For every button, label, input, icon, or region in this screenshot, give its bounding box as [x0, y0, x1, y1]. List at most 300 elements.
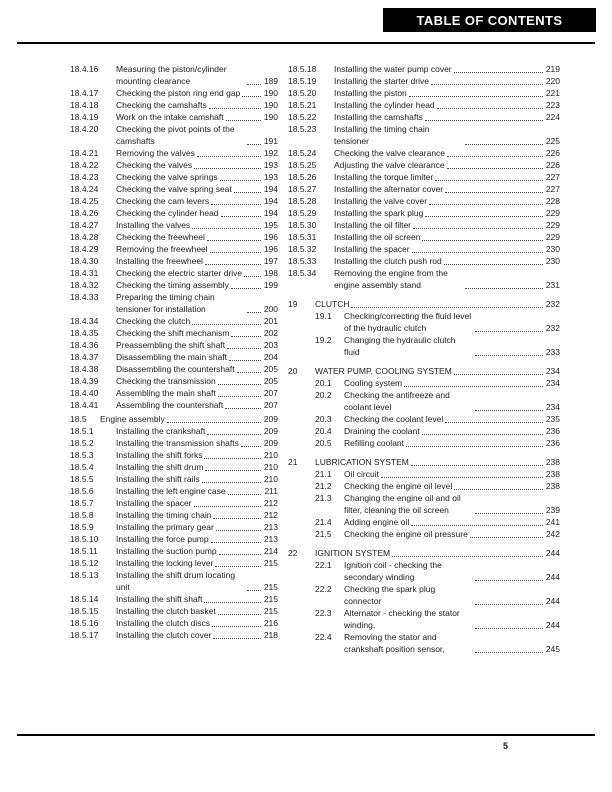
toc-leader-dots — [207, 240, 261, 241]
toc-entry-number: 20.4 — [315, 426, 332, 436]
toc-entry-body — [334, 123, 560, 147]
toc-entry-title: Installing the timing chain — [116, 510, 212, 520]
toc-entry-page: 213 — [263, 534, 278, 544]
toc-entry[interactable] — [70, 315, 278, 327]
toc-entry-number: 21.5 — [315, 529, 332, 539]
toc-entry-page: 205 — [263, 376, 278, 386]
toc-entry-page: 203 — [263, 340, 278, 350]
toc-entry-page: 233 — [545, 347, 560, 357]
toc-entry-number: 20.3 — [315, 414, 332, 424]
toc-entry[interactable] — [288, 63, 560, 75]
toc-entry-page: 200 — [263, 304, 278, 314]
toc-entry-title: Installing the timing chain tensioner — [334, 124, 430, 146]
toc-entry-title: Removing the freewheel — [116, 244, 208, 254]
toc-entry-title: IGNITION SYSTEM — [315, 548, 391, 558]
toc-entry[interactable] — [288, 243, 560, 255]
toc-entry[interactable] — [70, 545, 278, 557]
toc-entry-body — [315, 298, 560, 310]
toc-entry[interactable] — [70, 437, 278, 449]
toc-leader-dots — [411, 465, 543, 466]
toc-entry-title: Changing the hydraulic clutch fluid — [344, 335, 456, 357]
toc-entry-body — [116, 147, 278, 159]
toc-entry[interactable] — [70, 231, 278, 243]
toc-entry[interactable] — [70, 629, 278, 641]
toc-entry-number: 18.4.29 — [70, 244, 99, 254]
toc-entry-title: Adjusting the valve clearance — [334, 160, 445, 170]
toc-entry[interactable] — [70, 533, 278, 545]
toc-leader-dots — [218, 614, 261, 615]
toc-entry-number: 18.4.26 — [70, 208, 99, 218]
toc-entry[interactable] — [70, 87, 278, 99]
toc-entry-body — [334, 195, 560, 207]
toc-entry-number: 18.4.35 — [70, 328, 99, 338]
toc-entry[interactable] — [70, 521, 278, 533]
toc-entry-title: Installing the locking lever — [116, 558, 214, 568]
toc-entry[interactable] — [70, 327, 278, 339]
toc-entry-title: Installing the valve cover — [334, 196, 428, 206]
toc-entry-page: 211 — [264, 486, 278, 496]
toc-entry[interactable] — [288, 468, 560, 480]
toc-entry-number: 21.2 — [315, 481, 332, 491]
toc-leader-dots — [437, 108, 543, 109]
toc-entry-body — [116, 171, 278, 183]
toc-leader-dots — [197, 156, 261, 157]
toc-column-right — [288, 63, 560, 655]
toc-entry-title: Installing the crankshaft — [116, 426, 206, 436]
toc-entry-number: 18.4.27 — [70, 220, 99, 230]
toc-entry-body — [334, 87, 560, 99]
toc-entry-title: Installing the freewheel — [116, 256, 203, 266]
toc-entry[interactable] — [70, 159, 278, 171]
toc-entry[interactable] — [288, 559, 560, 583]
toc-entry-title: Checking the coolant level — [344, 414, 444, 424]
toc-entry-number: 18.5.9 — [70, 522, 94, 532]
toc-entry-title: Installing the spacer — [116, 498, 192, 508]
toc-entry-page: 202 — [263, 328, 278, 338]
toc-entry-body — [116, 219, 278, 231]
toc-entry-body — [116, 339, 278, 351]
toc-entry[interactable] — [288, 528, 560, 540]
toc-entry-page: 238 — [545, 469, 560, 479]
toc-entry-number: 18.4.19 — [70, 112, 99, 122]
toc-entry-title: Installing the piston — [334, 88, 407, 98]
toc-entry[interactable] — [288, 425, 560, 437]
toc-entry-number: 18.4.32 — [70, 280, 99, 290]
toc-entry[interactable] — [288, 298, 560, 310]
toc-leader-dots — [444, 264, 543, 265]
toc-entry[interactable] — [288, 456, 560, 468]
toc-leader-dots — [381, 477, 543, 478]
toc-entry-title: Installing the shift forks — [116, 450, 203, 460]
toc-entry-title: Preassembling the shift shaft — [116, 340, 226, 350]
toc-entry[interactable] — [288, 111, 560, 123]
toc-entry[interactable] — [288, 267, 560, 291]
toc-entry-body — [116, 425, 278, 437]
toc-entry-body — [116, 533, 278, 545]
toc-entry-body — [116, 207, 278, 219]
toc-entry[interactable] — [288, 171, 560, 183]
toc-leader-dots — [475, 513, 543, 514]
toc-entry-page: 244 — [545, 596, 560, 606]
toc-entry-page: 213 — [263, 522, 278, 532]
toc-entry[interactable] — [70, 449, 278, 461]
toc-entry-body — [315, 456, 560, 468]
toc-entry-body — [116, 509, 278, 521]
toc-entry-body — [334, 159, 560, 171]
toc-entry[interactable] — [70, 171, 278, 183]
toc-leader-dots — [406, 446, 543, 447]
toc-entry-page: 234 — [545, 402, 560, 412]
toc-entry-page: 219 — [545, 64, 560, 74]
toc-entry[interactable] — [70, 123, 278, 147]
toc-entry-body — [116, 243, 278, 255]
toc-entry-page: 238 — [545, 457, 560, 467]
toc-entry-page: 215 — [263, 606, 278, 616]
toc-leader-dots — [211, 542, 261, 543]
toc-entry[interactable] — [288, 207, 560, 219]
toc-entry[interactable] — [288, 492, 560, 516]
toc-entry-page: 230 — [545, 256, 560, 266]
toc-leader-dots — [475, 410, 543, 411]
toc-entry-number: 18.4.40 — [70, 388, 99, 398]
toc-entry-title: Draining the coolant — [344, 426, 420, 436]
toc-entry[interactable] — [288, 437, 560, 449]
toc-entry-page: 205 — [263, 364, 278, 374]
toc-entry[interactable] — [70, 617, 278, 629]
toc-entry-number: 18.4.22 — [70, 160, 99, 170]
toc-entry-body — [116, 327, 278, 339]
toc-entry-body — [344, 437, 560, 449]
toc-entry[interactable] — [70, 363, 278, 375]
toc-entry[interactable] — [288, 365, 560, 377]
toc-entry-body — [116, 267, 278, 279]
toc-entry[interactable] — [288, 123, 560, 147]
toc-entry-page: 190 — [263, 100, 278, 110]
toc-entry-title: Installing the transmission shafts — [116, 438, 239, 448]
toc-leader-dots — [429, 204, 543, 205]
toc-entry-body — [116, 315, 278, 327]
toc-entry-title: Checking the valve spring seat — [116, 184, 232, 194]
toc-entry-title: Installing the force pump — [116, 534, 209, 544]
toc-entry[interactable] — [70, 243, 278, 255]
toc-entry-title: Removing the engine from the engine assembly stand — [334, 268, 448, 290]
toc-entry-body — [344, 310, 560, 334]
toc-entry[interactable] — [70, 183, 278, 195]
toc-entry-body — [116, 399, 278, 411]
footer-rule — [17, 734, 595, 736]
toc-entry-body — [116, 473, 278, 485]
toc-leader-dots — [204, 602, 260, 603]
toc-leader-dots — [212, 626, 261, 627]
toc-entry-title: Installing the oil screen — [334, 232, 421, 242]
toc-entry[interactable] — [288, 87, 560, 99]
toc-entry[interactable] — [288, 159, 560, 171]
toc-entry-page: 238 — [545, 481, 560, 491]
toc-entry[interactable] — [70, 195, 278, 207]
toc-entry-body — [116, 231, 278, 243]
toc-entry-number: 18.4.24 — [70, 184, 99, 194]
toc-entry-body — [344, 492, 560, 516]
toc-entry[interactable] — [70, 99, 278, 111]
toc-entry-title: Installing the valves — [116, 220, 191, 230]
toc-entry-page: 227 — [545, 184, 560, 194]
toc-entry-title: Checking the valve clearance — [334, 148, 446, 158]
toc-leader-dots — [227, 348, 261, 349]
toc-entry-title: Installing the starter drive — [334, 76, 429, 86]
toc-entry[interactable] — [70, 461, 278, 473]
toc-entry[interactable] — [70, 147, 278, 159]
toc-entry-title: Checking the engine oil pressure — [344, 529, 468, 539]
toc-entry-body — [315, 365, 560, 377]
toc-leader-dots — [202, 482, 261, 483]
toc-entry-number: 22 — [288, 548, 298, 558]
toc-entry-body — [116, 279, 278, 291]
toc-leader-dots — [194, 168, 261, 169]
toc-leader-dots — [412, 252, 543, 253]
toc-entry[interactable] — [70, 399, 278, 411]
toc-entry-number: 18.5.32 — [288, 244, 317, 254]
toc-entry-page: 195 — [263, 220, 278, 230]
toc-entry-body — [116, 123, 278, 147]
toc-entry-body — [334, 111, 560, 123]
toc-leader-dots — [351, 307, 542, 308]
toc-leader-dots — [210, 252, 261, 253]
header-title-bar — [383, 8, 596, 32]
toc-entry-body — [116, 593, 278, 605]
toc-entry[interactable] — [70, 339, 278, 351]
toc-entry-body — [116, 545, 278, 557]
toc-entry-body — [334, 255, 560, 267]
toc-entry-body — [344, 334, 560, 358]
toc-entry-title: Installing the shift rails — [116, 474, 200, 484]
toc-entry-number: 18.5.12 — [70, 558, 99, 568]
toc-entry-page: 190 — [263, 88, 278, 98]
toc-entry-page: 244 — [545, 548, 560, 558]
toc-entry-number: 18.4.21 — [70, 148, 99, 158]
toc-entry-title: Checking/correcting the fluid level of the hydraulic clutch — [344, 311, 472, 333]
toc-entry-number: 18.5.23 — [288, 124, 317, 134]
toc-entry-number: 21.4 — [315, 517, 332, 527]
toc-entry-number: 18.5.24 — [288, 148, 317, 158]
toc-entry[interactable] — [70, 351, 278, 363]
toc-entry-page: 209 — [263, 426, 278, 436]
toc-leader-dots — [475, 628, 543, 629]
toc-entry[interactable] — [70, 557, 278, 569]
toc-entry[interactable] — [70, 279, 278, 291]
toc-entry-title: Ignition coil - checking the secondary winding — [344, 560, 442, 582]
toc-entry-body — [344, 607, 560, 631]
toc-entry[interactable] — [288, 389, 560, 413]
toc-entry[interactable] — [288, 147, 560, 159]
toc-entry[interactable] — [288, 607, 560, 631]
toc-entry-page: 218 — [263, 630, 278, 640]
toc-entry[interactable] — [288, 583, 560, 607]
toc-entry-number: 18.4.41 — [70, 400, 99, 410]
page-title: TABLE OF CONTENTS — [416, 12, 563, 28]
toc-entry[interactable] — [70, 207, 278, 219]
toc-leader-dots — [231, 336, 260, 337]
toc-entry[interactable] — [288, 183, 560, 195]
toc-entry-page: 201 — [263, 316, 278, 326]
toc-entry[interactable] — [288, 480, 560, 492]
toc-entry-title: Installing the alternator cover — [334, 184, 444, 194]
toc-leader-dots — [215, 566, 260, 567]
toc-entry-page: 223 — [545, 100, 560, 110]
toc-leader-dots — [411, 525, 543, 526]
toc-entry[interactable] — [70, 497, 278, 509]
toc-entry[interactable] — [288, 547, 560, 559]
toc-entry-page: 214 — [263, 546, 278, 556]
toc-entry-number: 18.4.30 — [70, 256, 99, 266]
toc-entry-title: Engine assembly — [100, 414, 165, 424]
toc-entry-number: 18.4.16 — [70, 64, 99, 74]
toc-entry[interactable] — [70, 63, 278, 87]
toc-leader-dots — [447, 156, 543, 157]
toc-entry-number: 18.4.17 — [70, 88, 99, 98]
toc-entry-body — [116, 497, 278, 509]
toc-entry-page: 227 — [545, 172, 560, 182]
toc-entry[interactable] — [70, 569, 278, 593]
toc-entry[interactable] — [70, 509, 278, 521]
toc-leader-dots — [454, 489, 543, 490]
toc-entry-body — [344, 468, 560, 480]
toc-entry[interactable] — [70, 387, 278, 399]
toc-entry[interactable] — [288, 219, 560, 231]
toc-entry-number: 18.5.5 — [70, 474, 94, 484]
toc-entry[interactable] — [70, 485, 278, 497]
toc-entry-page: 194 — [263, 184, 278, 194]
toc-entry[interactable] — [70, 111, 278, 123]
toc-entry-page: 236 — [545, 426, 560, 436]
toc-leader-dots — [435, 180, 543, 181]
toc-entry[interactable] — [70, 605, 278, 617]
toc-entry-number: 19 — [288, 299, 298, 309]
toc-entry[interactable] — [288, 334, 560, 358]
toc-entry-title: Preparing the timing chain tensioner for installation — [116, 292, 215, 314]
toc-entry[interactable] — [288, 413, 560, 425]
toc-entry-number: 18.5.26 — [288, 172, 317, 182]
toc-entry-body — [116, 159, 278, 171]
toc-leader-dots — [392, 556, 543, 557]
toc-entry-title: CLUTCH — [315, 299, 350, 309]
toc-entry-number: 18.5.2 — [70, 438, 94, 448]
toc-leader-dots — [226, 120, 261, 121]
toc-leader-dots — [167, 422, 261, 423]
toc-entry[interactable] — [288, 631, 560, 655]
toc-entry[interactable] — [70, 425, 278, 437]
toc-leader-dots — [229, 360, 261, 361]
toc-entry-body — [334, 219, 560, 231]
toc-entry-body — [116, 255, 278, 267]
toc-entry-title: Checking the valve springs — [116, 172, 218, 182]
toc-entry-body — [116, 605, 278, 617]
toc-entry[interactable] — [70, 291, 278, 315]
toc-entry-title: Alternator - checking the stator winding, — [344, 608, 460, 630]
toc-entry-page: 196 — [263, 232, 278, 242]
toc-entry-page: 212 — [263, 510, 278, 520]
toc-entry-page: 207 — [263, 400, 278, 410]
toc-entry-page: 209 — [263, 438, 278, 448]
toc-entry[interactable] — [288, 516, 560, 528]
toc-entry[interactable] — [70, 255, 278, 267]
toc-entry-page: 244 — [545, 572, 560, 582]
toc-leader-dots — [247, 144, 261, 145]
toc-entry-number: 18.4.18 — [70, 100, 99, 110]
toc-entry-page: 234 — [545, 366, 560, 376]
toc-entry-body — [344, 389, 560, 413]
toc-leader-dots — [213, 518, 260, 519]
toc-entry-title: Disassembling the countershaft — [116, 364, 235, 374]
toc-entry-number: 18.5.7 — [70, 498, 94, 508]
toc-entry-page: 204 — [263, 352, 278, 362]
toc-leader-dots — [454, 374, 543, 375]
toc-entry-title: Installing the suction pump — [116, 546, 217, 556]
toc-entry-title: Adding engine oil — [344, 517, 410, 527]
toc-entry[interactable] — [288, 231, 560, 243]
toc-entry-title: Work on the intake camshaft — [116, 112, 224, 122]
toc-entry[interactable] — [70, 593, 278, 605]
toc-entry-body — [344, 377, 560, 389]
toc-entry[interactable] — [70, 219, 278, 231]
toc-entry[interactable] — [70, 413, 278, 425]
toc-entry-page: 194 — [263, 196, 278, 206]
toc-entry-body — [116, 387, 278, 399]
toc-column-left — [70, 63, 278, 655]
toc-entry[interactable] — [288, 75, 560, 87]
toc-entry[interactable] — [288, 255, 560, 267]
toc-entry-number: 18.4.38 — [70, 364, 99, 374]
toc-entry-body — [344, 583, 560, 607]
toc-entry-page: 229 — [545, 208, 560, 218]
toc-entry-number: 18.5.29 — [288, 208, 317, 218]
toc-entry-number: 18.5.30 — [288, 220, 317, 230]
page-number: 5 — [503, 741, 509, 751]
toc-leader-dots — [425, 120, 543, 121]
toc-entry-body — [116, 291, 278, 315]
toc-entry[interactable] — [70, 473, 278, 485]
toc-entry-page: 245 — [545, 644, 560, 654]
toc-entry-page: 210 — [263, 450, 278, 460]
toc-leader-dots — [475, 652, 543, 653]
toc-entry-page: 209 — [263, 414, 278, 424]
toc-leader-dots — [221, 216, 261, 217]
toc-entry[interactable] — [70, 267, 278, 279]
toc-entry-title: Checking the transmission — [116, 376, 216, 386]
toc-entry-body — [116, 87, 278, 99]
toc-leader-dots — [207, 434, 261, 435]
toc-entry[interactable] — [288, 377, 560, 389]
toc-entry-number: 18.5.27 — [288, 184, 317, 194]
toc-entry-body — [116, 461, 278, 473]
toc-entry-page: 215 — [263, 558, 278, 568]
toc-entry-number: 18.5.13 — [70, 570, 99, 580]
toc-entry-number: 18.5.28 — [288, 196, 317, 206]
toc-leader-dots — [404, 386, 543, 387]
toc-entry-number: 21.1 — [315, 469, 332, 479]
toc-entry[interactable] — [288, 99, 560, 111]
toc-entry-body — [344, 631, 560, 655]
toc-leader-dots — [220, 180, 261, 181]
toc-entry-number: 18.5.11 — [70, 546, 98, 556]
toc-entry-page: 210 — [263, 474, 278, 484]
toc-entry[interactable] — [288, 195, 560, 207]
toc-entry[interactable] — [70, 375, 278, 387]
toc-entry-number: 18.4.31 — [70, 268, 99, 278]
toc-entry[interactable] — [288, 310, 560, 334]
toc-entry-number: 18.5.20 — [288, 88, 317, 98]
toc-leader-dots — [422, 240, 542, 241]
toc-entry-page: 196 — [263, 244, 278, 254]
